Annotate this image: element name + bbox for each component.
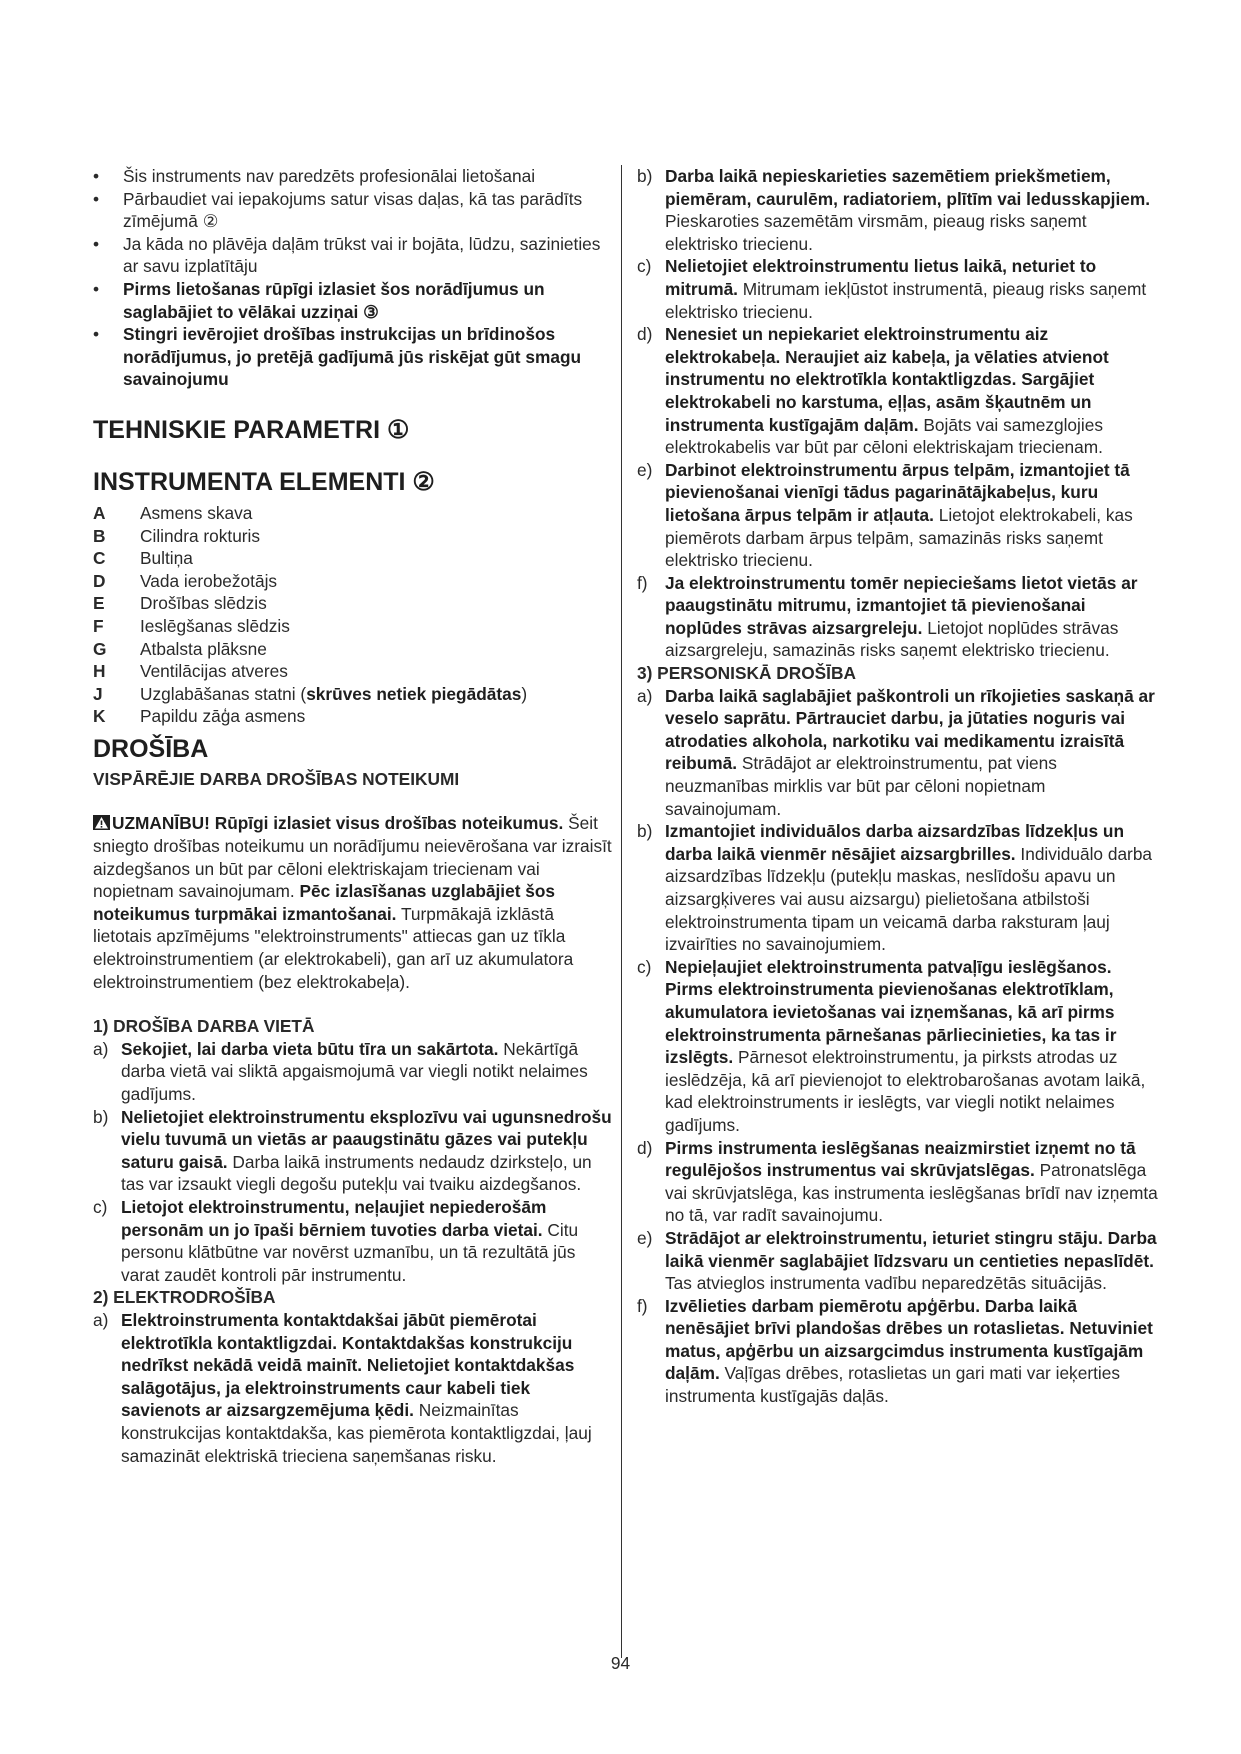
text-segment: Neizmainītas konstrukcijas kontaktdakša, kas piemērota kontaktligzdai, ļauj samazināt elektriskā trieciena saņemšanas risku. <box>121 1400 592 1466</box>
text-segment: Darbinot elektroinstrumentu ārpus telpām, izmantojiet tā pievienošanai vienīgi tādus pagarinātājkabeļus, kuru lietošana ārpus telpām ir atļauta. <box>665 459 1130 525</box>
element-letter: D <box>93 570 106 591</box>
section-items <box>93 1038 613 1287</box>
text-segment: Darba laikā nepieskarieties sazemētiem priekšmetiem, piemēram, caurulēm, radiatoriem, plītīm vai ledusskapjiem. <box>665 166 1151 209</box>
text-segment: Ja kāda no plāvēja daļām trūkst vai ir bojāta, lūdzu, sazinieties ar savu izplatītāju <box>123 233 601 277</box>
item-label: c) <box>637 256 652 277</box>
text-segment: Sekojiet, lai darba vieta būtu tīra un sakārtota. <box>121 1038 499 1059</box>
text-segment: Bojāts vai samezglojies elektrokabelis var būt par cēloni elektriskajam triecienam. <box>665 414 1103 458</box>
text-segment: Strādājot ar elektroinstrumentu, ieturiet stingru stāju. Darba laikā vienmēr saglabājiet līdzsvaru un centieties nepaslīdēt. <box>665 1227 1157 1271</box>
safety-item <box>637 956 1162 1137</box>
right-column <box>637 165 1162 1408</box>
item-label: e) <box>637 1227 653 1248</box>
section-items <box>93 1309 613 1467</box>
text-segment: Nenesiet un nepiekariet elektroinstrumentu aiz elektrokabeļa. Neraujiet aiz kabeļa, ja vēlaties atvienot instrumentu no elektrotīkla kontaktligzdas. Sargājiet elektrokabeli no karstuma, eļļas, asām šķautnēm un instrumenta kustīgajām daļām. <box>665 324 1109 435</box>
element-label: Asmens skava <box>140 502 253 523</box>
item-label: e) <box>637 459 653 480</box>
text-segment: Darba laikā saglabājiet paškontroli un rīkojieties saskaņā ar veselo saprātu. Pārtrauciet darbu, ja jūtaties noguris vai atrodaties alkohola, narkotiku vai medikamentu izraisītā reibumā. <box>665 685 1155 774</box>
safety-item <box>637 1227 1162 1295</box>
item-label: a) <box>93 1038 109 1059</box>
text-segment: Pieskaroties sazemētām virsmām, pieaug risks saņemt elektrisko triecienu. <box>665 211 1087 254</box>
bullet-item <box>93 188 613 233</box>
item-label: a) <box>93 1309 109 1330</box>
element-letter: B <box>93 525 106 546</box>
text-segment: Lietojot noplūdes strāvas aizsargreleju, samazinās risks saņemt elektrisko triecienu. <box>665 617 1119 661</box>
element-letter: H <box>93 661 106 682</box>
text-segment: Strādājot ar elektroinstrumentu, pat viens neuzmanības mirklis var būt par cēloni nopietnam savainojumam. <box>665 753 1057 819</box>
safety-item <box>637 820 1162 956</box>
element-label: Bultiņa <box>140 548 193 569</box>
element-label: Cilindra rokturis <box>140 525 261 546</box>
element-label: Ieslēgšanas slēdzis <box>140 615 290 636</box>
safety-item <box>637 685 1162 821</box>
element-label: Vada ierobežotājs <box>140 570 278 591</box>
text-segment: Nelietojiet elektroinstrumentu eksplozīvu vai ugunsnedrošu vielu tuvumā un vietās ar paaugstinātu gāzes vai putekļu saturu gaisā. <box>121 1106 612 1172</box>
text-segment: Darba laikā instruments nedaudz dzirksteļo, un tas var izsaukt viegli degošu putekļu vai tvaiku aizdegšanos. <box>121 1151 592 1195</box>
item-label: f) <box>637 1295 648 1316</box>
text-segment: Uzglabāšanas statni ( <box>140 683 307 704</box>
safety-item <box>637 459 1162 572</box>
text-segment: Stingri ievērojiet drošības instrukcijas un brīdinošos norādījumus, jo pretējā gadījumā jūs riskējat gūt smagu savainojumu <box>123 324 582 390</box>
text-segment: Pēc izlasīšanas uzglabājiet šos noteikumus turpmākai izmantošanai. <box>93 881 556 924</box>
text-segment: Turpmākajā izklāstā lietotais apzīmējums "elektroinstruments" attiecas gan uz tīkla elektroinstrumentiem (ar elektrokabeli), gan arī uz akumulatora elektroinstrumentiem (bez elektrokabeļa). <box>93 903 574 992</box>
safety-item <box>637 323 1162 459</box>
safety-item <box>93 1038 613 1106</box>
text-segment: Nepieļaujiet elektroinstrumenta patvaļīgu ieslēgšanos. Pirms elektroinstrumenta pievienošanas elektrotīklam, akumulatora ievietošanas vai izņemšanas, kā arī pirms elektroinstrumenta pārnešanas pārliecinieties, ka tas ir izslēgts. <box>665 956 1117 1068</box>
element-letter: C <box>93 548 106 569</box>
subheading-general-safety: VISPĀRĒJIE DARBA DROŠĪBAS NOTEIKUMI <box>93 768 460 789</box>
warning-paragraph <box>93 812 613 993</box>
element-letter: F <box>93 615 104 636</box>
text-segment: Patronatslēga vai skrūvjatslēga, kas instrumenta ieslēgšanas brīdī nav izņemta no tā, var radīt savainojumu. <box>665 1160 1158 1226</box>
bullet-item <box>93 165 613 188</box>
text-segment: Vaļīgas drēbes, rotaslietas un gari mati var ieķerties instrumenta kustīgajās daļās. <box>665 1363 1120 1407</box>
heading-instrument-elements: INSTRUMENTA ELEMENTI ② <box>93 467 435 496</box>
element-letter: G <box>93 638 107 659</box>
text-segment: Pārnesot elektroinstrumentu, ja pirksts atrodas uz ieslēdzēja, kā arī pievienojot to elektrobarošanas avotam laikā, kad elektroinstruments ir ieslēgts, var viegli notikt nelaimes gadījums. <box>665 1047 1146 1135</box>
safety-item <box>93 1106 613 1196</box>
item-label: b) <box>93 1106 109 1127</box>
item-label: a) <box>637 685 653 706</box>
text-segment: skrūves netiek piegādātas <box>306 683 522 704</box>
text-segment: Lietojot elektroinstrumentu, neļaujiet nepiederošām personām un jo īpaši bērniem tuvoties darba vietai. <box>121 1196 547 1240</box>
elements-legend <box>93 502 613 728</box>
safety-item <box>637 255 1162 323</box>
heading-safety: DROŠĪBA <box>93 734 209 763</box>
left-safety-sections <box>93 1015 613 1467</box>
column-divider <box>621 165 622 1658</box>
bullet-item <box>93 233 613 278</box>
item-label: c) <box>637 956 652 977</box>
safety-item <box>637 572 1162 662</box>
element-label: Papildu zāģa asmens <box>140 706 306 727</box>
text-segment: Nekārtīgā darba vietā vai sliktā apgaismojumā var viegli notikt nelaimes gadījums. <box>121 1038 588 1104</box>
element-letter: A <box>93 502 106 523</box>
text-segment: Elektroinstrumenta kontaktdakšai jābūt piemērotai elektrotīkla kontaktligzdai. Kontaktdakšas konstrukciju nedrīkst nekādā veidā mainīt. Nelietojiet kontaktdakšas salāgotājus, ja elektroinstruments caur kabeli tiek savienots ar aizsargzemējuma ķēdi. <box>121 1309 575 1421</box>
text-segment: Pārbaudiet vai iepakojums satur visas daļas, kā tas parādīts zīmējumā ② <box>123 188 583 232</box>
text-segment: UZMANĪBU! Rūpīgi izlasiet visus drošības noteikumus. <box>112 813 564 834</box>
section-title-personal-safety: 3) PERSONISKĀ DROŠĪBA <box>637 663 856 684</box>
text-segment: Šis instruments nav paredzēts profesionālai lietošanai <box>123 166 536 186</box>
intro-bullet-list <box>93 165 613 391</box>
item-label: c) <box>93 1196 108 1217</box>
element-label <box>140 683 613 706</box>
left-column <box>93 165 613 1467</box>
bullet-item <box>93 278 613 323</box>
heading-technical-parameters: TEHNISKIE PARAMETRI ① <box>93 415 410 444</box>
text-segment: Individuālo darba aizsardzības līdzekļu (putekļu maskas, neslīdošu apavu un aizsargķiveres vai ausu aizsargu) pielietošana atbilstoši elektroinstrumenta tipam un veicamā darba raksturam ļauj izvairīties no savainojumiem. <box>665 843 1153 955</box>
text-segment: Mitrumam iekļūstot instrumentā, pieaug risks saņemt elektrisko triecienu. <box>665 278 1147 322</box>
element-label: Drošības slēdzis <box>140 593 267 614</box>
item-label: b) <box>637 166 653 186</box>
item-label: d) <box>637 1137 653 1158</box>
text-segment: Pirms instrumenta ieslēgšanas neaizmirstiet izņemt no tā regulējošos instrumentus vai skrūvjatslēgas. <box>665 1137 1136 1181</box>
safety-item <box>93 1196 613 1286</box>
text-segment: ) <box>521 683 528 704</box>
text-segment: Izvēlieties darbam piemērotu apģērbu. Darba laikā nenēsājiet brīvi plandošas drēbes un rotaslietas. Netuviniet matus, apģērbu un aizsargcimdus instrumenta kustīgajām daļām. <box>665 1295 1153 1384</box>
text-segment: Nelietojiet elektroinstrumentu lietus laikā, neturiet to mitrumā. <box>665 256 1097 299</box>
safety-item <box>637 165 1162 255</box>
element-label: Ventilācijas atveres <box>140 661 288 682</box>
electrical-safety-continued <box>637 165 1162 662</box>
element-letter: K <box>93 706 106 727</box>
section-title: 1) DROŠĪBA DARBA VIETĀ <box>93 1016 315 1037</box>
element-label: Atbalsta plāksne <box>140 638 267 659</box>
text-segment: Izmantojiet individuālos darba aizsardzības līdzekļus un darba laikā vienmēr nēsājiet aizsargbrilles. <box>665 821 1125 864</box>
text-segment: Šeit sniegto drošības noteikumu un norādījumu neievērošana var izraisīt aizdegšanos un būt par cēloni elektriskajam triecienam vai nopietnam savainojumam. <box>93 813 612 902</box>
warning-triangle-icon <box>93 815 110 830</box>
text-segment: Tas atvieglos instrumenta vadību neparedzētās situācijās. <box>665 1273 1107 1294</box>
safety-item <box>637 1295 1162 1408</box>
safety-item <box>93 1309 613 1467</box>
page-number: 94 <box>610 1653 631 1673</box>
item-label: b) <box>637 821 653 842</box>
bullet-item <box>93 323 613 391</box>
text-segment: Citu personu klātbūtne var novērst uzmanību, un tā rezultātā jūs varat zaudēt kontroli pār instrumentu. <box>121 1219 579 1285</box>
item-label: f) <box>637 572 648 593</box>
personal-safety-items <box>637 685 1162 1408</box>
section-title: 2) ELEKTRODROŠĪBA <box>93 1287 276 1308</box>
element-letter: J <box>93 683 103 704</box>
text-segment: Ja elektroinstrumentu tomēr nepieciešams lietot vietās ar paaugstinātu mitrumu, izmantojiet tā pievienošanai noplūdes strāvas aizsargreleju. <box>665 572 1138 638</box>
text-segment: Lietojot elektrokabeli, kas piemērots darbam ārpus telpām, samazinās risks saņemt elektrisko triecienu. <box>665 504 1133 571</box>
item-label: d) <box>637 324 653 345</box>
element-letter: E <box>93 593 105 614</box>
safety-item <box>637 1137 1162 1227</box>
text-segment: Pirms lietošanas rūpīgi izlasiet šos norādījumus un saglabājiet to vēlākai uzziņai ③ <box>123 278 545 322</box>
